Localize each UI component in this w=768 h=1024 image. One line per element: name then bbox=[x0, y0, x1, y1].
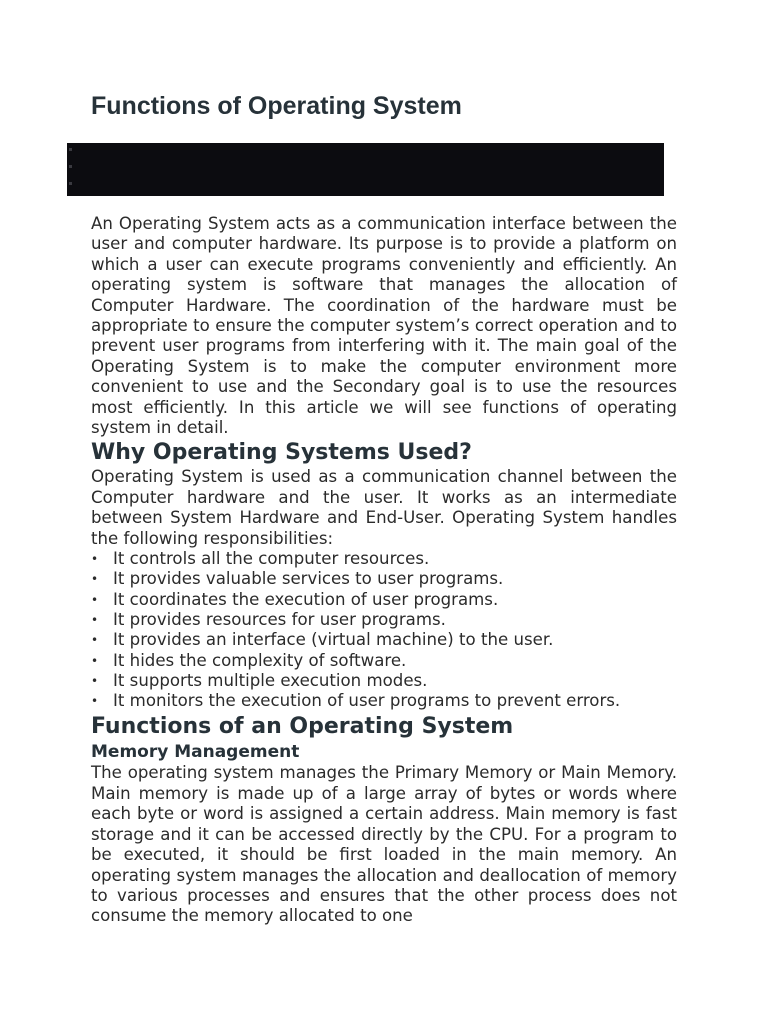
list-item-text: It provides resources for user programs. bbox=[113, 609, 446, 629]
banner-dot bbox=[69, 182, 72, 185]
bullet-icon: • bbox=[91, 673, 99, 688]
list-item bbox=[91, 630, 677, 650]
why-paragraph: Operating System is used as a communication channel between the Computer hardware and the user. It works as an intermediate between System Hardware and End-User. Operating System handles the following responsibilities: bbox=[91, 467, 677, 548]
list-item bbox=[91, 671, 677, 691]
responsibilities-list bbox=[91, 549, 677, 711]
list-item-text: It provides valuable services to user programs. bbox=[113, 569, 504, 589]
bullet-icon: • bbox=[91, 694, 99, 709]
memory-management-heading: Memory Management bbox=[91, 742, 300, 763]
list-item-text: It provides an interface (virtual machine) to the user. bbox=[113, 630, 554, 650]
bullet-icon: • bbox=[91, 612, 99, 627]
article-body bbox=[91, 214, 677, 927]
why-heading: Why Operating Systems Used? bbox=[91, 440, 472, 466]
banner-dot bbox=[69, 148, 72, 151]
list-item bbox=[91, 569, 677, 589]
bullet-icon: • bbox=[91, 592, 99, 607]
list-item bbox=[91, 691, 677, 711]
bullet-icon: • bbox=[91, 572, 99, 587]
list-item bbox=[91, 610, 677, 630]
bullet-icon: • bbox=[91, 552, 99, 567]
bullet-icon: • bbox=[91, 653, 99, 668]
list-item-text: It controls all the computer resources. bbox=[113, 549, 430, 569]
functions-heading: Functions of an Operating System bbox=[91, 714, 514, 740]
list-item-text: It hides the complexity of software. bbox=[113, 650, 407, 670]
list-item-text: It supports multiple execution modes. bbox=[113, 670, 428, 690]
list-item-text: It monitors the execution of user programs to prevent errors. bbox=[113, 691, 621, 711]
list-item bbox=[91, 590, 677, 610]
list-item-text: It coordinates the execution of user programs. bbox=[113, 589, 499, 609]
list-item bbox=[91, 549, 677, 569]
intro-paragraph: An Operating System acts as a communication interface between the user and computer hardware. Its purpose is to provide a platform on which a user can execute programs conveniently and efficiently. An operating system is software that manages the allocation of Computer Hardware. The coordination of the hardware must be appropriate to ensure the computer system’s correct operation and to prevent user programs from interfering with it. The main goal of the Operating System is to make the computer environment more convenient to use and the Secondary goal is to use the resources most efficiently. In this article we will see functions of operating system in detail. bbox=[91, 214, 677, 438]
banner-dot bbox=[69, 165, 72, 168]
bullet-icon: • bbox=[91, 633, 99, 648]
list-item bbox=[91, 651, 677, 671]
memory-management-paragraph: The operating system manages the Primary Memory or Main Memory. Main memory is made up of a large array of bytes or words where each byte or word is assigned a certain address. Main memory is fast storage and it can be accessed directly by the CPU. For a program to be executed, it should be first loaded in the main memory. An operating system manages the allocation and deallocation of memory to various processes and ensures that the other process does not consume the memory allocated to one bbox=[91, 763, 677, 926]
dark-banner-image bbox=[67, 143, 664, 196]
page-title: Functions of Operating System bbox=[91, 92, 462, 120]
